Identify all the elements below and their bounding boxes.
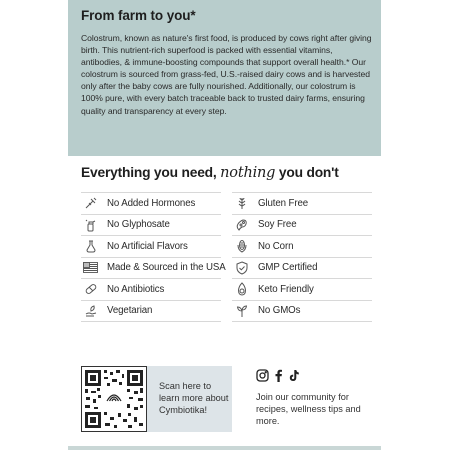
spray-bottle-icon (83, 217, 98, 232)
qr-promo-box (81, 366, 232, 432)
feature-label: No GMOs (258, 305, 301, 317)
feature-item (81, 235, 221, 257)
social-icons (256, 370, 376, 386)
leaf-hand-icon (83, 303, 98, 318)
certified-check-icon (234, 260, 249, 275)
qr-caption: Scan here to learn more about Cymbiotika! (159, 381, 229, 415)
bottom-divider (68, 446, 381, 450)
qr-code[interactable] (81, 366, 147, 432)
feature-item (81, 300, 221, 323)
feature-label: Gluten Free (258, 197, 309, 209)
farm-title: From farm to you* (81, 8, 196, 23)
farm-to-you-section (68, 0, 381, 156)
corn-icon (234, 239, 249, 254)
feature-item (232, 300, 372, 323)
pill-icon (83, 282, 98, 297)
feature-label: No Glyphosate (107, 219, 170, 231)
feature-item (232, 235, 372, 257)
feature-item (81, 192, 221, 214)
soybean-icon (234, 217, 249, 232)
sprout-icon (234, 303, 249, 318)
features-right-column (232, 192, 372, 322)
everything-prefix: Everything you need, (81, 165, 221, 180)
farm-description: Colostrum, known as nature's first food, is produced by cows right after giving birth. This nutrient-rich superfood is packed with essential vitamins, antibodies, & immune-boosting compounds that support overall health.* Our colostrum is sourced from grass-fed, U.S.-raised dairy cows and is harvested only after the baby cows are fully nourished. Additionally, our colostrum is 100% pure, with every batch traceable back to trusted dairy farms, ensuring quality and transparency at every step. (81, 33, 372, 116)
product-info-panel (68, 0, 381, 450)
feature-label: No Corn (258, 240, 294, 252)
feature-label: GMP Certified (258, 262, 318, 274)
feature-item (81, 214, 221, 236)
feature-label: No Antibiotics (107, 283, 165, 295)
everything-suffix: you don't (275, 165, 339, 180)
facebook-icon[interactable] (274, 369, 283, 387)
instagram-icon[interactable] (256, 369, 269, 387)
feature-label: Vegetarian (107, 305, 153, 317)
feature-item (81, 257, 226, 279)
avocado-icon (234, 282, 249, 297)
feature-label: No Added Hormones (107, 197, 196, 209)
everything-italic: nothing (220, 165, 276, 181)
feature-label: Soy Free (258, 219, 297, 231)
feature-item (81, 278, 221, 300)
syringe-icon (83, 196, 98, 211)
social-section (256, 370, 376, 427)
feature-item (232, 257, 372, 279)
feature-item (232, 278, 372, 300)
feature-label: Made & Sourced in the USA (107, 262, 226, 274)
everything-heading (81, 165, 339, 181)
us-flag-icon (83, 260, 98, 275)
wheat-icon (234, 196, 249, 211)
flask-icon (83, 239, 98, 254)
social-caption: Join our community for recipes, wellness tips and more. (256, 392, 361, 426)
feature-item (232, 192, 372, 214)
feature-label: Keto Friendly (258, 283, 314, 295)
tiktok-icon[interactable] (288, 369, 300, 387)
feature-label: No Artificial Flavors (107, 240, 188, 252)
feature-item (232, 214, 372, 236)
features-left-column (81, 192, 226, 322)
